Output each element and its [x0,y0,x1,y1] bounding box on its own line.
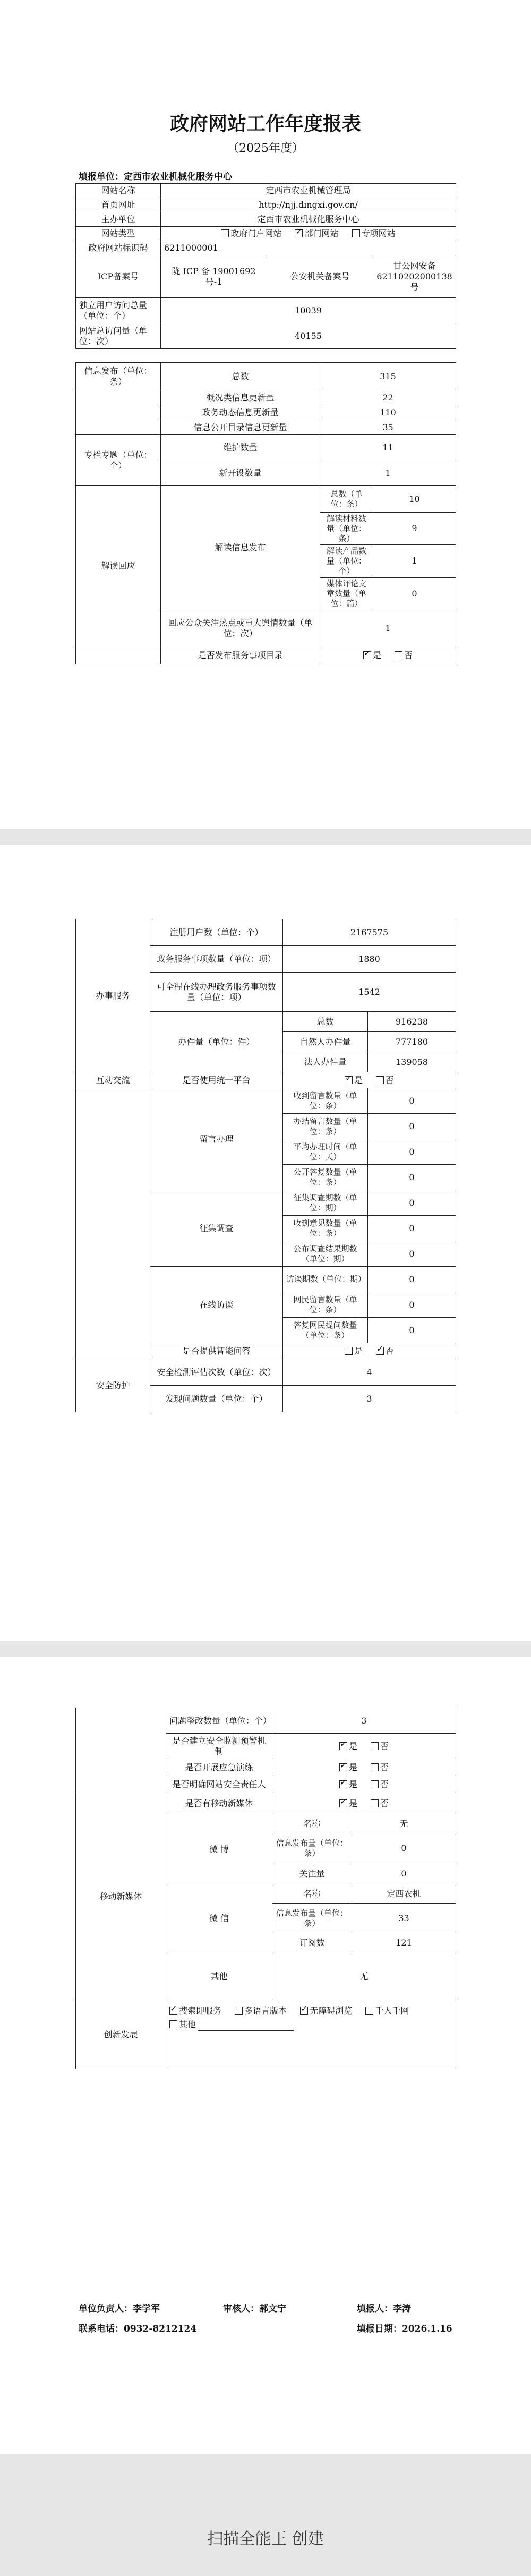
topic-maintain-label: 维护数量 [161,435,320,460]
catalog-pub-options: ✓ 是 否 [320,647,456,664]
survey-result: 0 [368,1241,456,1267]
home-url-label: 首页网址 [76,198,161,212]
visitors: 10039 [161,298,456,323]
dynamic-value: 110 [320,405,456,420]
drill-options: ✓ 是 否 [272,1759,456,1776]
interp-label: 解读回应 [76,486,161,647]
site-id-label: 政府网站标识码 [76,241,161,255]
msg-days: 0 [368,1139,456,1165]
catalog-pub-no-checkbox[interactable] [395,651,402,659]
innovation-checkbox-0[interactable] [169,2007,177,2015]
overview-label: 概况类信息更新量 [161,390,320,405]
site-name-label: 网站名称 [76,184,161,198]
msg-label: 留言办理 [150,1088,283,1190]
basic-info-table [75,183,456,349]
interp-total: 10 [373,486,456,513]
has-mobile-no-checkbox[interactable] [371,1799,379,1807]
site-id: 6211000001 [161,241,456,255]
info-total: 315 [320,363,456,390]
drill-label: 是否开展应急演练 [166,1759,272,1776]
msg-received: 0 [368,1088,456,1114]
interp-product-label: 解读产品数量（单位：个） [320,545,373,577]
other-media: 无 [272,1952,456,2000]
report-page-1 [0,0,531,829]
dynamic-label: 政务动态信息更新量 [161,405,320,420]
fixed-label: 问题整改数量（单位：个） [166,1708,272,1734]
talk-a: 0 [368,1318,456,1343]
msg-done-label: 办结留言数量（单位：条） [283,1114,368,1139]
monitor-label: 是否建立安全监测预警机制 [166,1734,272,1759]
found-label: 发现问题数量（单位：个） [150,1386,283,1412]
has-mobile-yes-checkbox[interactable] [339,1799,347,1807]
online: 1542 [283,973,456,1012]
phone: 联系电话：0932-8212124 [79,2324,197,2334]
has-mobile-options: ✓ 是 否 [272,1793,456,1814]
survey-result-label: 公布调查结果期数（单位：期） [283,1241,368,1267]
found: 3 [283,1386,456,1412]
scanner-brand: 扫描全能王 创建 [207,2530,324,2548]
filler-unit: 填报单位：定西市农业机械化服务中心 [79,172,232,182]
overview-value: 22 [320,390,456,405]
handled-total-label: 总数 [283,1012,368,1032]
msg-done: 0 [368,1114,456,1139]
service-table [75,919,456,1412]
owner-label: 是否明确网站安全责任人 [166,1776,272,1793]
handled-total: 916238 [368,1012,456,1032]
items: 1880 [283,946,456,973]
smart-no-checkbox[interactable] [376,1347,384,1355]
survey-recv-label: 收到意见数量（单位：条） [283,1216,368,1241]
topic-new: 1 [320,460,456,486]
handled-label: 办件量（单位：件） [150,1012,283,1072]
respond-value: 1 [320,610,456,647]
owner-yes-checkbox[interactable] [339,1780,347,1788]
survey-recv: 0 [368,1216,456,1241]
site-type-checkbox-2[interactable] [352,229,360,237]
leader: 单位负责人：李学军 [79,2304,160,2314]
fill-date: 填报日期：2026.1.16 [357,2324,452,2334]
report-page-2 [0,845,531,1641]
wechat-name-label: 名称 [272,1884,352,1904]
site-type-label: 网站类型 [76,227,161,241]
smart-label: 是否提供智能问答 [150,1343,283,1359]
catalog-pub-yes-checkbox[interactable] [363,651,371,659]
weibo-name: 无 [352,1814,456,1833]
drill-yes-checkbox[interactable] [339,1763,347,1771]
wechat-pub: 33 [352,1904,456,1933]
wechat-pub-label: 信息发布量（单位：条） [272,1904,352,1933]
talk-q-label: 网民留言数量（单位：条） [283,1292,368,1318]
report-title: 政府网站工作年度报表 [169,113,361,135]
msg-received-label: 收到留言数量（单位：条） [283,1088,368,1114]
visits: 40155 [161,323,456,349]
msg-pub: 0 [368,1165,456,1190]
site-name: 定西市农业机械管理局 [161,184,456,198]
talk-count-label: 访谈期数（单位：期） [283,1267,368,1292]
weibo-pub-label: 信息发布量（单位：条） [272,1833,352,1863]
weibo-name-label: 名称 [272,1814,352,1833]
innovation-other-line [198,2019,294,2031]
site-type-checkbox-1[interactable] [295,229,303,237]
interp-media-label: 媒体评论文章数量（单位：篇） [320,577,373,610]
interp-pub-label: 解读信息发布 [161,486,320,610]
police-number: 甘公网安备62110202000138号 [373,255,456,298]
interact-label: 互动交流 [76,1072,150,1088]
monitor-no-checkbox[interactable] [371,1742,379,1750]
users-label: 注册用户数（单位：个） [150,919,283,946]
report-year: （2025年度） [227,142,304,155]
assess: 4 [283,1359,456,1386]
fixed: 3 [272,1708,456,1734]
security-mobile-table [75,1708,456,2069]
preparer: 填报人：李涛 [357,2304,411,2314]
wechat-sub: 121 [352,1933,456,1952]
icp-label: ICP备案号 [76,255,161,298]
sponsor: 定西市农业机械化服务中心 [161,212,456,227]
interp-product: 1 [373,545,456,577]
weibo-pub: 0 [352,1833,456,1863]
natural-value: 777180 [368,1032,456,1052]
site-type-checkbox-0[interactable] [221,229,229,237]
catalog-pub-label: 是否发布服务事项目录 [161,647,320,664]
innovation-options: ✓搜索即服务 多语言版本 ✓ 无障碍浏览 千人千网 其他 [166,2000,456,2069]
visitors-label: 独立用户访问总量（单位：个） [76,298,161,323]
smart-yes-checkbox[interactable] [345,1347,353,1355]
other-media-label: 其他 [166,1952,272,2000]
report-page-3 [0,1657,531,2454]
weibo-fans: 0 [352,1863,456,1884]
respond-label: 回应公众关注热点或重大舆情数量（单位：次） [161,610,320,647]
info-total-label: 总数 [161,363,320,390]
service-label: 办事服务 [76,919,150,1072]
site-type-options: 政府门户网站 ✓ 部门网站 专项网站 [161,227,456,241]
owner-no-checkbox[interactable] [371,1780,379,1788]
wechat-label: 微 信 [166,1884,272,1952]
mobile-label: 移动新媒体 [76,1793,166,2000]
platform-label: 是否使用统一平台 [150,1072,283,1088]
talk-a-label: 答复网民提问数量（单位：条） [283,1318,368,1343]
interp-media: 0 [373,577,456,610]
icp-number: 陇 ICP 备 19001692 号-1 [161,255,267,298]
natural-label: 自然人办件量 [283,1032,368,1052]
platform-no-checkbox[interactable] [376,1076,384,1084]
weibo-label: 微 博 [166,1814,272,1884]
content-table [75,362,456,664]
survey-label: 征集调查 [150,1190,283,1267]
platform-options: ✓ 是 否 [283,1072,456,1088]
survey-count: 0 [368,1190,456,1216]
weibo-fans-label: 关注量 [272,1863,352,1884]
talk-label: 在线访谈 [150,1267,283,1343]
msg-days-label: 平均办理时间（单位：天） [283,1139,368,1165]
info-label: 信息发布（单位：条） [76,363,161,390]
innovation-checkbox-3[interactable] [365,2007,373,2015]
interp-total-label: 总数（单位：条） [320,486,373,513]
talk-count: 0 [368,1267,456,1292]
platform-yes-checkbox[interactable] [345,1076,353,1084]
catalog-label: 信息公开目录信息更新量 [161,420,320,435]
innovation-checkbox-1[interactable] [235,2007,243,2015]
survey-count-label: 征集调查期数（单位：期） [283,1190,368,1216]
innovation-label: 创新发展 [76,2000,166,2069]
wechat-sub-label: 订阅数 [272,1933,352,1952]
innovation-other-checkbox[interactable] [169,2020,177,2028]
innovation-checkbox-2[interactable] [300,2007,308,2015]
topic-maintain: 11 [320,435,456,460]
reviewer: 审核人：郝文宁 [223,2304,286,2314]
interp-material-label: 解读材料数量（单位：条） [320,513,373,545]
legal-value: 139058 [368,1052,456,1072]
owner-options: ✓ 是 否 [272,1776,456,1793]
home-url: http://njj.dingxi.gov.cn/ [161,198,456,212]
interp-material: 9 [373,513,456,545]
talk-q: 0 [368,1292,456,1318]
topic-new-label: 新开设数量 [161,460,320,486]
wechat-name: 定西农机 [352,1884,456,1904]
visits-label: 网站总访问量（单位：次） [76,323,161,349]
security-label: 安全防护 [76,1359,150,1412]
monitor-options: ✓是 否 [272,1734,456,1759]
legal-label: 法人办件量 [283,1052,368,1072]
drill-no-checkbox[interactable] [371,1763,379,1771]
police-label: 公安机关备案号 [267,255,373,298]
has-mobile-label: 是否有移动新媒体 [166,1793,272,1814]
smart-options: 是 ✓ 否 [283,1343,456,1359]
items-label: 政务服务事项数量（单位：项） [150,946,283,973]
assess-label: 安全检测评估次数（单位：次） [150,1359,283,1386]
monitor-yes-checkbox[interactable] [339,1742,347,1750]
msg-pub-label: 公开答复数量（单位：条） [283,1165,368,1190]
catalog-value: 35 [320,420,456,435]
users: 2167575 [283,919,456,946]
online-label: 可全程在线办理政务服务事项数量（单位：项） [150,973,283,1012]
topic-label: 专栏专题（单位：个） [76,435,161,486]
sponsor-label: 主办单位 [76,212,161,227]
